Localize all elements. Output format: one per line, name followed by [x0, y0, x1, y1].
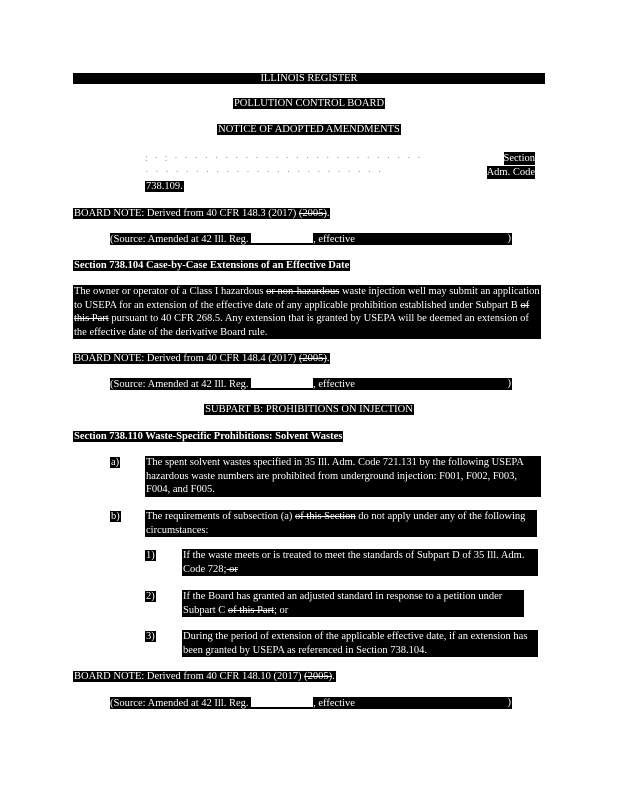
source-2-close: ) — [507, 378, 511, 389]
redacted-dots-2: · · · · · · · · · · · · · · · · · · · · · · · · — [145, 167, 384, 178]
fragment-line-3: 738.109. — [146, 181, 183, 192]
item-b-label: b) — [111, 511, 120, 522]
source-line-3: (Source: Amended at 42 Ill. Reg. , effective ) — [110, 697, 511, 709]
register-title-text: ILLINOIS REGISTER — [260, 73, 358, 84]
source-3-close: ) — [507, 697, 511, 708]
item-b3-label: 3) — [146, 631, 155, 642]
fragment-line-1 — [145, 152, 535, 165]
item-a-text: The spent solvent wastes specified in 35 Ill. Adm. Code 721.131 by the following USEPA hazardous waste numbers are prohibited from underground injection: F001, F002, F003, F004, and F005. — [145, 456, 541, 497]
item-b2-label: 2) — [146, 591, 155, 602]
section-104-heading: Section 738.104 Case-by-Case Extensions of an Effective Date — [74, 260, 350, 271]
source-line-2: (Source: Amended at 42 Ill. Reg. , effective ) — [110, 378, 511, 390]
notice-title: NOTICE OF ADOPTED AMENDMENTS — [218, 124, 400, 135]
fragment-line-2 — [145, 166, 535, 179]
source-line-1: (Source: Amended at 42 Ill. Reg. , effective ) — [110, 233, 511, 245]
board-note-1: BOARD NOTE: Derived from 40 CFR 148.3 (2017) (2005). — [74, 208, 330, 219]
fragment-line-1-tail: Section — [503, 153, 535, 164]
item-b2-text: If the Board has granted an adjusted standard in response to a petition under Subpart C of this Part; or — [182, 590, 524, 617]
board-note-2: BOARD NOTE: Derived from 40 CFR 148.4 (2017) (2005). — [74, 353, 330, 364]
source-1-close: ) — [507, 233, 511, 244]
item-b-text: The requirements of subsection (a) of this Section do not apply under any of the following circumstances: — [145, 510, 537, 537]
redacted-dots-1: : · : · · · · · · · · · · · · · · · · · · · · · · · · · — [145, 153, 423, 164]
section-110-heading: Section 738.110 Waste-Specific Prohibitions: Solvent Wastes — [74, 431, 343, 442]
subpart-heading: SUBPART B: PROHIBITIONS ON INJECTION — [205, 404, 413, 415]
fragment-line-2-tail: Adm. Code — [486, 167, 535, 178]
item-b1-label: 1) — [146, 550, 155, 561]
board-note-3: BOARD NOTE: Derived from 40 CFR 148.10 (2017) (2005). — [74, 671, 335, 682]
item-b3-text: During the period of extension of the applicable effective date, if an extension has been granted by USEPA as referenced in Section 738.104. — [182, 630, 538, 657]
item-a-label: a) — [111, 457, 120, 468]
item-b1-text: If the waste meets or is treated to meet the standards of Subpart D of 35 Ill. Adm. Code 728; or — [182, 549, 538, 576]
register-title — [73, 72, 545, 85]
board-title: POLLUTION CONTROL BOARD — [233, 98, 385, 109]
section-104-paragraph: The owner or operator of a Class I hazardous or non-hazardous waste injection well may submit an application to USEPA for an extension of the effective date of any applicable prohibition established under Subpart B of this Part pursuant to 40 CFR 268.5. Any extension that is granted by USEPA will be deemed an extension of the effective date of the derivative Board rule. — [74, 286, 540, 338]
